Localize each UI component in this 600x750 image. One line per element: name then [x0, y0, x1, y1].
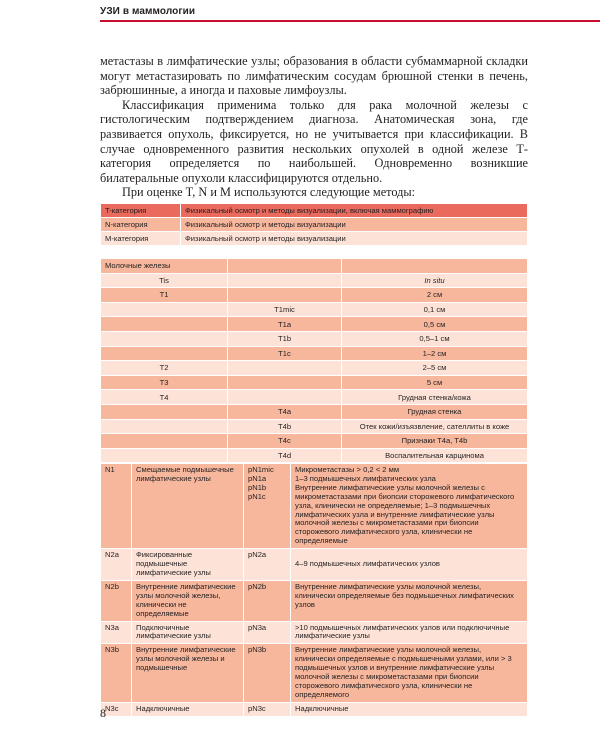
n-table-row: [101, 702, 528, 716]
t-table-cell-value: Грудная стенка: [342, 404, 528, 419]
t-table-cell-value: 0,5 см: [342, 317, 528, 332]
n-code: N3b: [101, 644, 132, 702]
n-table-row: [101, 549, 528, 581]
n-table-row: [101, 644, 528, 702]
n-category-table: [100, 463, 528, 717]
pn-description: >10 подмышечных лимфатических узлов или подключичные лимфатические узлы: [291, 621, 528, 644]
pn-code: pN3a: [244, 621, 291, 644]
t-table-header: Молочные железы: [101, 259, 228, 274]
pn-description: 4–9 подмышечных лимфатических узлов: [291, 549, 528, 581]
methods-category: M-категория: [101, 232, 181, 246]
n-description: Смещаемые подмышечные лимфатические узлы: [132, 464, 244, 549]
methods-row-m: [101, 232, 528, 246]
pn-code: pN1b: [248, 482, 267, 492]
t-table-row: [101, 390, 528, 405]
t-table-cell-value: In situ: [342, 273, 528, 288]
t-table-cell-value: 2–5 см: [342, 361, 528, 376]
t-category-table: [100, 258, 528, 463]
t-table-cell-value: 0,5–1 см: [342, 331, 528, 346]
t-table-cell-sub: T4c: [228, 434, 342, 449]
pn-code: pN2b: [244, 580, 291, 621]
n-table-row: [101, 580, 528, 621]
n-code: N3c: [101, 702, 132, 716]
t-table-row: [101, 375, 528, 390]
t-table-cell-main: [101, 302, 228, 317]
paragraph-1: метастазы в лимфатические узлы; образования в области субмаммарной складки могут метастазировать по лимфатическим сосудам брюшной стенки в печень, забрюшинные, а иногда и паховые лимфоузлы.: [100, 54, 528, 98]
n-code: N1: [101, 464, 132, 549]
pn-description: Внутренние лимфатические узлы молочной железы, клинически определяемые с подмышечными узлами, или > 3 подмышечных узлов и внутренние лимфатические узлы молочной железы с микрометастазами при биопсии сторожевого лимфатического узла, клинически не определяемого: [291, 644, 528, 702]
t-table-cell-value: 0,1 см: [342, 302, 528, 317]
paragraph-3: При оценке T, N и M используются следующие методы:: [122, 185, 416, 200]
t-table-cell-main: [101, 317, 228, 332]
n-description: Внутренние лимфатические узлы молочной железы, клинически не определяемые: [132, 580, 244, 621]
t-table-row: [101, 317, 528, 332]
running-header-title: УЗИ в маммологии: [100, 6, 196, 17]
t-table-cell-sub: T4b: [228, 419, 342, 434]
t-table-cell-sub: T1c: [228, 346, 342, 361]
t-table-cell-main: T2: [101, 361, 228, 376]
t-table-cell-sub: T1b: [228, 331, 342, 346]
t-table-cell-value: 1–2 см: [342, 346, 528, 361]
t-table-cell-main: T1: [101, 288, 228, 303]
t-table-cell-sub: [228, 390, 342, 405]
t-table-cell-main: T4: [101, 390, 228, 405]
t-table-cell-main: Tis: [101, 273, 228, 288]
t-table-row: [101, 434, 528, 449]
t-table-cell-sub: [228, 288, 342, 303]
t-table-row: [101, 404, 528, 419]
pn-descriptions: [291, 464, 528, 549]
methods-category: T-категория: [101, 204, 181, 218]
n-table-row: [101, 464, 528, 549]
t-table-cell-value: 2 см: [342, 288, 528, 303]
n-table-row: [101, 621, 528, 644]
running-header-rule: [100, 20, 600, 22]
t-table-row: [101, 346, 528, 361]
t-table-row: [101, 302, 528, 317]
pn-code: pN2a: [244, 549, 291, 581]
pn-code: pN1a: [248, 473, 267, 483]
t-table-cell-sub: [228, 361, 342, 376]
n-description: Фиксированные подмышечные лимфатические узлы: [132, 549, 244, 581]
t-table-cell-main: [101, 331, 228, 346]
t-table-cell-sub: [228, 273, 342, 288]
t-table-row: [101, 288, 528, 303]
methods-method: Физикальный осмотр и методы визуализации: [181, 218, 528, 232]
methods-table: [100, 203, 528, 246]
n-description: Надключичные: [132, 702, 244, 716]
n-code: N3a: [101, 621, 132, 644]
t-table-row: [101, 331, 528, 346]
t-table-cell-sub: T1a: [228, 317, 342, 332]
n-description: Внутренние лимфатические узлы молочной железы и подмышечные: [132, 644, 244, 702]
t-table-cell-value: Воспалительная карцинома: [342, 448, 528, 463]
methods-row-n: [101, 218, 528, 232]
pn-code: pN3b: [244, 644, 291, 702]
t-table-cell-main: [101, 346, 228, 361]
t-table-header-row: [101, 259, 528, 274]
pn-codes: [244, 464, 291, 549]
methods-row-t: [101, 204, 528, 218]
t-table-row: [101, 361, 528, 376]
t-table-cell-sub: T4d: [228, 448, 342, 463]
t-table-cell-main: [101, 419, 228, 434]
t-table-cell-main: [101, 404, 228, 419]
pn-code: pN1c: [248, 491, 266, 501]
t-table-row: [101, 419, 528, 434]
pn-code: pN1mic: [248, 465, 274, 474]
t-table-cell-main: [101, 448, 228, 463]
t-table-row: [101, 273, 528, 288]
pn-description: Внутренние лимфатические узлы молочной железы, клинически определяемые без подмышечных лимфатических узлов: [291, 580, 528, 621]
t-table-cell-sub: T1mic: [228, 302, 342, 317]
t-table-cell-main: [101, 434, 228, 449]
t-table-cell-sub: T4a: [228, 404, 342, 419]
pn-description: Надключичные: [291, 702, 528, 716]
t-table-cell-value: Признаки T4a, T4b: [342, 434, 528, 449]
methods-category: N-категория: [101, 218, 181, 232]
n-description: Подключичные лимфатические узлы: [132, 621, 244, 644]
t-table-cell-value: 5 см: [342, 375, 528, 390]
body-text: [100, 54, 528, 200]
methods-method: Физикальный осмотр и методы визуализации: [181, 232, 528, 246]
t-table-cell-sub: [228, 375, 342, 390]
t-table-row: [101, 448, 528, 463]
n-code: N2a: [101, 549, 132, 581]
pn-description: 1–3 подмышечных лимфатических узла: [295, 473, 436, 483]
n-code: N2b: [101, 580, 132, 621]
methods-method: Физикальный осмотр и методы визуализации, включая маммографию: [181, 204, 528, 218]
t-table-cell-main: T3: [101, 375, 228, 390]
paragraph-2: Классификация применима только для рака молочной железы с гистологическим подтверждением диагноза. Анатомическая зона, где развивается опухоль, фиксируется, но не учитывается при классификации. В случае одновременного развития нескольких опухолей в одной железе Т-категория определяется по наибольшей. Одновременно возникшие билатеральные опухоли классифицируются отдельно.: [100, 97, 528, 185]
page-number: 8: [100, 706, 106, 720]
t-table-cell-value: Отек кожи/изъязвление, сателлиты в коже: [342, 419, 528, 434]
pn-code: pN3c: [244, 702, 291, 716]
pn-description: Внутренние лимфатические узлы молочной железы с микрометастазами при биопсии сторожевого лимфатического узла, клинически не определяемые; 1–3 подмышечных лимфатических узла и внутренние лимфатические узлы молочной железы с микрометастазами при биопсии сторожевого лимфатического узла, клинически не определяемые: [295, 482, 515, 546]
t-table-cell-value: Грудная стенка/кожа: [342, 390, 528, 405]
pn-description: Микрометастазы > 0,2 < 2 мм: [295, 465, 400, 474]
